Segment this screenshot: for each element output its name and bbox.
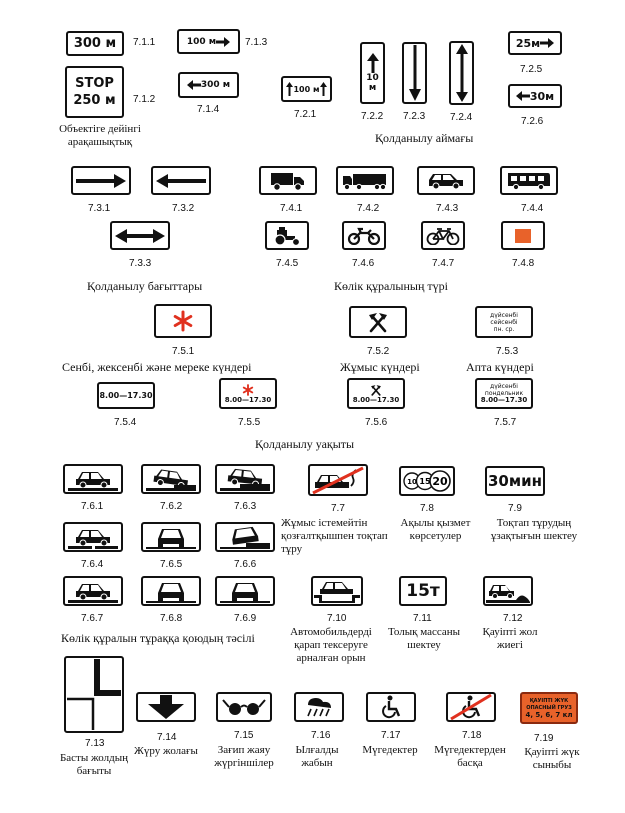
arrow-left-icon	[156, 174, 206, 188]
code-7-2-5: 7.2.5	[520, 64, 543, 75]
code-7-17: 7.17	[381, 730, 401, 741]
svg-text:20: 20	[432, 475, 448, 488]
day-text: пн. ср.	[493, 325, 515, 333]
time-text: 8.00—17.30	[352, 395, 400, 404]
caption-7-1-2: Объектіге дейінгі арақашықтық	[59, 123, 141, 148]
sign-7-4-6	[342, 221, 386, 250]
car-parallel-icon	[68, 579, 118, 603]
sign-7-2-3	[402, 42, 427, 104]
arrow-up-icon	[286, 82, 293, 96]
sign-7-14	[136, 692, 196, 722]
sign-7-6-2	[141, 464, 201, 494]
time-text: 8.00—17.30	[224, 395, 272, 404]
sign-7-5-3	[475, 306, 533, 338]
day-text: сейсенбі	[490, 318, 518, 326]
code-7-5-5: 7.5.5	[238, 417, 261, 428]
code-7-2-4: 7.2.4	[450, 112, 473, 123]
wheelchair-icon	[380, 695, 402, 719]
code-7-6-6: 7.6.6	[234, 559, 257, 570]
sign-7-19	[520, 692, 578, 724]
car-on-curb-icon	[146, 467, 196, 491]
lane-arrow-down-icon	[146, 695, 186, 719]
svg-text:10: 10	[407, 478, 417, 486]
code-7-2-6: 7.2.6	[521, 116, 544, 127]
motorcycle-icon	[347, 227, 381, 245]
code-7-5-2: 7.5.2	[367, 346, 390, 357]
arrow-right-icon	[216, 37, 230, 47]
caption-7-13: Басты жолдың бағыты	[59, 752, 129, 777]
distance-text: 25м	[515, 36, 541, 50]
code-7-3-3: 7.3.3	[129, 258, 152, 269]
sign-7-2-2	[360, 42, 385, 104]
sign-7-1-1	[66, 31, 124, 56]
caption-7-17: Мүгедектер	[362, 744, 418, 756]
sign-7-4-3	[417, 166, 475, 195]
code-7-6-2: 7.6.2	[160, 501, 183, 512]
sign-7-6-4	[63, 522, 123, 552]
truck-trailer-icon	[343, 172, 387, 190]
caption-7-15: Зағип жаяу жүргіншілер	[214, 744, 274, 769]
sign-7-6-5	[141, 522, 201, 552]
code-7-3-2: 7.3.2	[172, 203, 195, 214]
sign-7-1-3	[177, 29, 240, 54]
distance-text: 100 м	[293, 84, 320, 94]
code-7-3-1: 7.3.1	[88, 203, 111, 214]
sign-7-4-7	[421, 221, 465, 250]
sign-7-15	[216, 692, 272, 722]
car-inspection-pit-icon	[314, 579, 360, 603]
sign-7-3-3	[110, 221, 170, 250]
sign-7-3-2	[151, 166, 211, 195]
arrow-left-right-icon	[115, 229, 165, 243]
sign-7-2-1	[281, 76, 332, 102]
sign-7-4-2	[336, 166, 394, 195]
sign-7-6-8	[141, 576, 201, 606]
code-7-18: 7.18	[462, 730, 482, 741]
code-7-7: 7.7	[331, 503, 345, 514]
caption-7-12: Қауіпті жол жиегі	[482, 626, 538, 651]
code-7-2-1: 7.2.1	[294, 109, 317, 120]
sign-7-2-6	[508, 84, 562, 108]
arrow-up-down-icon	[456, 44, 468, 102]
day-text: дүйсенбі	[490, 311, 518, 319]
sign-7-6-3	[215, 464, 275, 494]
distance-text: 10 м	[366, 73, 379, 93]
sign-7-4-1	[259, 166, 317, 195]
sign-7-1-2	[65, 66, 124, 118]
sign-7-5-4	[97, 382, 155, 409]
svg-text:15: 15	[419, 477, 431, 486]
code-7-5-4: 7.5.4	[114, 417, 137, 428]
distance-text: 250 м	[73, 93, 116, 108]
code-7-6-3: 7.6.3	[234, 501, 257, 512]
code-7-6-4: 7.6.4	[81, 559, 104, 570]
code-7-5-7: 7.5.7	[494, 417, 517, 428]
arrow-up-icon	[367, 53, 379, 73]
sign-7-4-5	[265, 221, 309, 250]
hammers-icon	[367, 311, 389, 333]
arrow-left-icon	[187, 80, 201, 90]
section-holidays: Сенбі, жексенбі және мереке күндері	[62, 360, 252, 374]
sign-7-5-6	[347, 378, 405, 409]
code-7-5-1: 7.5.1	[172, 346, 195, 357]
car-on-sidewalk-icon	[220, 467, 270, 491]
sign-7-8	[399, 466, 455, 496]
arrow-right-icon	[76, 174, 126, 188]
time-text: 8.00—17.30	[480, 396, 528, 404]
sign-7-6-7	[63, 576, 123, 606]
code-7-1-1: 7.1.1	[133, 37, 156, 48]
day-text: дүйсенбі	[490, 383, 518, 390]
hammers-icon	[370, 384, 382, 396]
sign-7-5-5	[219, 378, 277, 409]
day-text: пондельник	[484, 390, 524, 397]
caption-7-16: Ылғалды жабын	[295, 744, 339, 769]
section-vehicle-type: Көлік құралының түрі	[334, 279, 448, 293]
sign-7-13	[64, 656, 124, 733]
caption-7-19: Қауіпті жүк сыныбы	[524, 746, 580, 771]
code-7-12: 7.12	[503, 613, 523, 624]
section-week-days: Апта күндері	[466, 360, 534, 374]
duration-text: 30мин	[487, 472, 542, 490]
dangerous-goods-text: ОПАСНЫЙ ГРУЗ	[526, 704, 572, 711]
time-text: 8.00—17.30	[99, 391, 153, 400]
sign-7-9	[485, 466, 545, 496]
bicycle-icon	[425, 227, 461, 245]
except-wheelchair-icon	[449, 694, 493, 720]
caption-7-8: Ақылы қызмет көрсетулер	[400, 517, 471, 542]
arrow-down-icon	[409, 45, 421, 101]
code-7-1-3: 7.1.3	[245, 37, 268, 48]
truck-icon	[271, 171, 305, 191]
sign-7-16	[294, 692, 344, 722]
asterisk-icon	[172, 310, 194, 332]
code-7-4-6: 7.4.6	[352, 258, 375, 269]
code-7-6-5: 7.6.5	[160, 559, 183, 570]
code-7-10: 7.10	[327, 613, 347, 624]
sign-7-6-6	[215, 522, 275, 552]
code-7-4-4: 7.4.4	[521, 203, 544, 214]
distance-text: 30м	[529, 89, 555, 103]
code-7-15: 7.15	[234, 730, 254, 741]
caption-7-11: Толық массаны шектеу	[387, 626, 461, 651]
dangerous-goods-text: ҚАУІПТІ ЖҮК	[529, 697, 569, 704]
engine-off-car-icon	[311, 466, 365, 494]
code-7-6-1: 7.6.1	[81, 501, 104, 512]
car-icon	[427, 172, 465, 190]
sign-7-3-1	[71, 166, 131, 195]
code-7-6-7: 7.6.7	[81, 613, 104, 624]
car-half-curb-icon	[68, 525, 118, 549]
section-parking-method: Көлік құралын тұраққа қоюдың тәсілі	[61, 631, 255, 645]
code-7-6-9: 7.6.9	[234, 613, 257, 624]
sign-7-5-7	[475, 378, 533, 409]
code-7-5-3: 7.5.3	[496, 346, 519, 357]
main-road-direction-icon	[67, 659, 121, 730]
sign-7-11	[399, 576, 447, 606]
car-front-icon	[220, 579, 270, 603]
sign-7-2-4	[449, 41, 474, 105]
section-application-zone: Қолданылу аймағы	[375, 131, 474, 145]
dangerous-goods-plate-icon	[515, 229, 531, 243]
sign-7-4-4	[500, 166, 558, 195]
hazard-class-text: 4, 5, 6, 7 кл	[525, 710, 573, 719]
bus-icon	[507, 172, 551, 190]
code-7-4-3: 7.4.3	[436, 203, 459, 214]
code-7-4-7: 7.4.7	[432, 258, 455, 269]
asterisk-icon	[242, 384, 254, 396]
sign-7-4-8	[501, 221, 545, 250]
arrow-left-icon	[516, 91, 530, 101]
blind-pedestrian-glasses-icon	[221, 697, 267, 717]
car-front-icon	[146, 579, 196, 603]
code-7-1-2: 7.1.2	[133, 94, 156, 105]
code-7-8: 7.8	[420, 503, 434, 514]
code-7-11: 7.11	[413, 613, 432, 624]
sign-7-18	[446, 692, 496, 722]
coins-icon	[402, 470, 452, 492]
car-front-icon	[146, 525, 196, 549]
sign-7-10	[311, 576, 363, 606]
stop-text: STOP	[75, 76, 114, 91]
wet-surface-icon	[302, 695, 336, 719]
code-7-4-2: 7.4.2	[357, 203, 380, 214]
car-on-road-icon	[68, 467, 118, 491]
section-application-time: Қолданылу уақыты	[255, 437, 355, 451]
section-work-days: Жұмыс күндері	[340, 360, 420, 374]
sign-7-17	[366, 692, 416, 722]
caption-7-10: Автомобильдерді қарап тексеруге арналған орын	[290, 626, 372, 664]
sign-7-1-4	[178, 72, 239, 98]
code-7-4-5: 7.4.5	[276, 258, 299, 269]
tractor-icon	[271, 226, 303, 246]
caption-7-14: Жүру жолағы	[134, 745, 198, 757]
code-7-2-3: 7.2.3	[403, 111, 426, 122]
dangerous-shoulder-icon	[486, 579, 530, 603]
code-7-1-4: 7.1.4	[197, 104, 220, 115]
sign-7-5-2	[349, 306, 407, 338]
arrow-right-icon	[540, 38, 554, 48]
caption-7-18: Мүгедектерден басқа	[434, 744, 506, 769]
code-7-14: 7.14	[157, 732, 177, 743]
sign-7-5-1	[154, 304, 212, 338]
sign-7-2-5	[508, 31, 562, 55]
code-7-19: 7.19	[534, 733, 554, 744]
sign-7-6-9	[215, 576, 275, 606]
distance-text: 300 м	[73, 36, 117, 51]
code-7-13: 7.13	[85, 738, 105, 749]
distance-text: 100 м	[186, 36, 217, 47]
code-7-6-8: 7.6.8	[160, 613, 183, 624]
section-application-direction: Қолданылу бағыттары	[87, 279, 203, 293]
caption-7-7: Жұмыс істемейтін қозғалтқышпен тоқтап тұру	[281, 517, 388, 555]
mass-text: 15т	[406, 581, 440, 601]
code-7-5-6: 7.5.6	[365, 417, 388, 428]
sign-7-7	[308, 464, 368, 496]
code-7-9: 7.9	[508, 503, 522, 514]
distance-text: 300 м	[200, 80, 231, 90]
sign-7-6-1	[63, 464, 123, 494]
car-front-curb-icon	[220, 525, 270, 549]
sign-7-12	[483, 576, 533, 606]
code-7-16: 7.16	[311, 730, 331, 741]
code-7-4-1: 7.4.1	[280, 203, 303, 214]
code-7-4-8: 7.4.8	[512, 258, 535, 269]
caption-7-9: Тоқтап тұрудың ұзақтығын шектеу	[490, 517, 578, 542]
code-7-2-2: 7.2.2	[361, 111, 384, 122]
arrow-up-icon	[320, 82, 327, 96]
